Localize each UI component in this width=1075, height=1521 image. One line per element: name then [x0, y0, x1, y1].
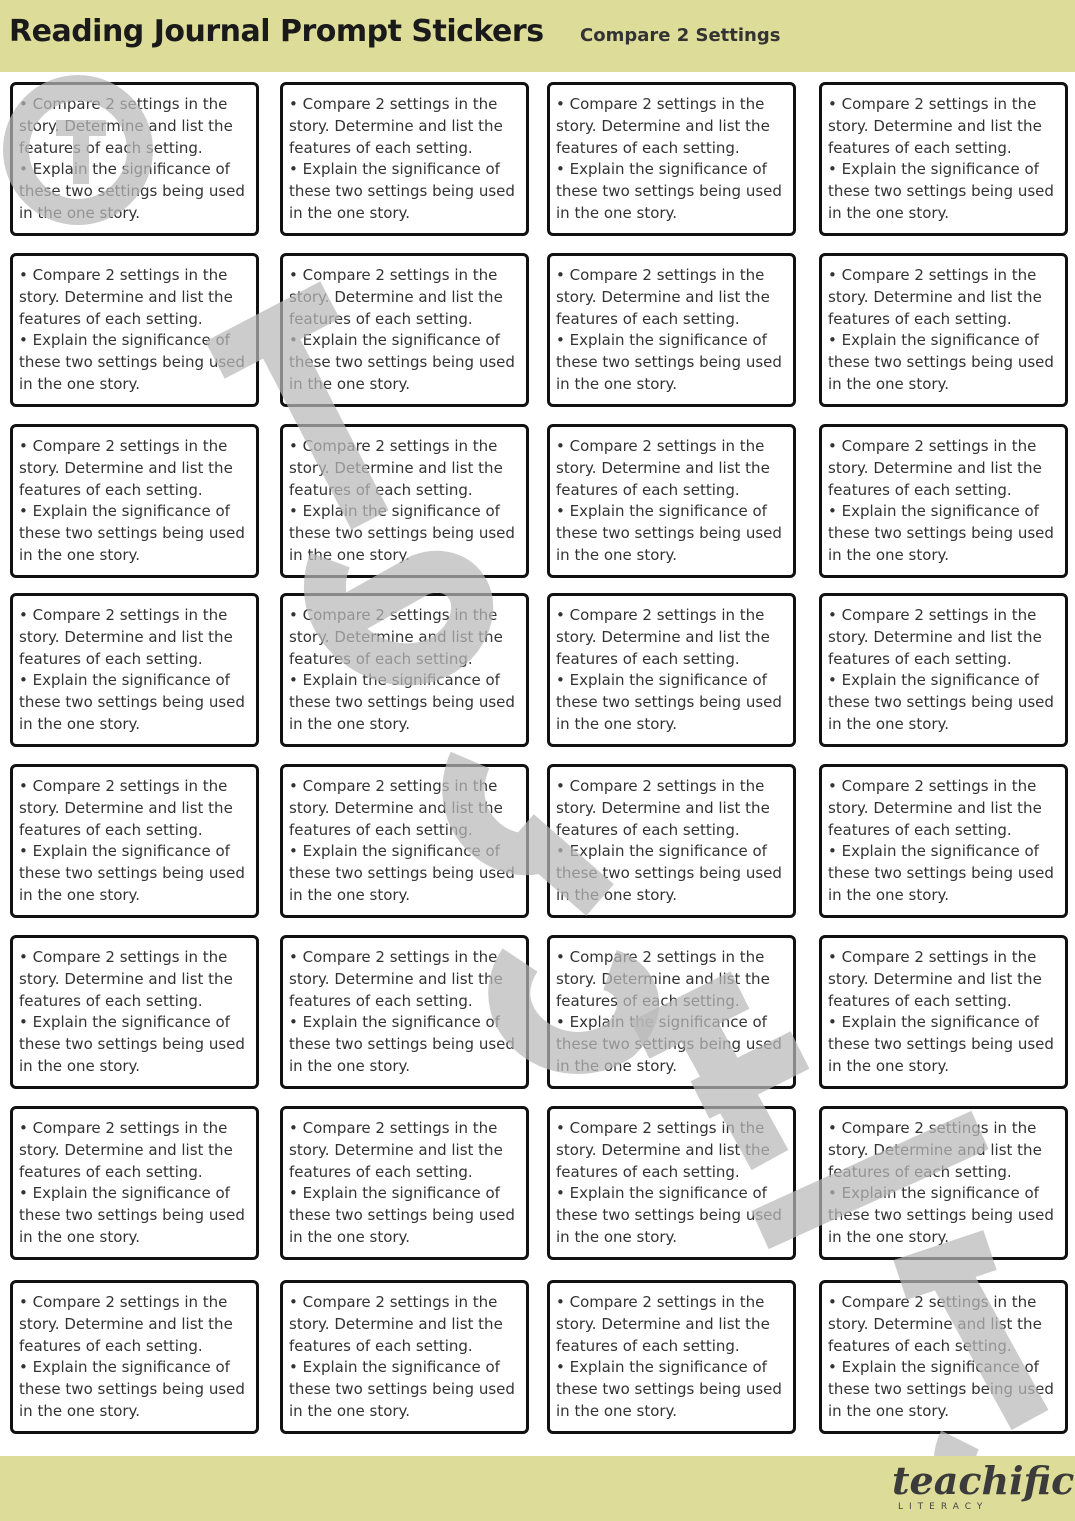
sticker-text: [828, 1118, 1060, 1249]
sticker-card: [819, 1280, 1068, 1434]
sticker-bullet-explain: • Explain the significance of these two settings being used in the one story.: [828, 671, 1054, 733]
sticker-bullet-compare: • Compare 2 settings in the story. Determine and list the features of each setting.: [828, 437, 1042, 499]
sticker-text: [556, 436, 788, 567]
sticker-text: [289, 947, 521, 1078]
sticker-text: [289, 94, 521, 225]
sticker-bullet-compare: • Compare 2 settings in the story. Determine and list the features of each setting.: [556, 1293, 770, 1355]
sticker-bullet-explain: • Explain the significance of these two settings being used in the one story.: [289, 1184, 515, 1246]
sticker-card: [547, 82, 796, 236]
sticker-text: [289, 436, 521, 567]
sticker-card: [819, 253, 1068, 407]
sticker-bullet-compare: • Compare 2 settings in the story. Determine and list the features of each setting.: [828, 1119, 1042, 1181]
sticker-card: [547, 253, 796, 407]
sticker-bullet-compare: • Compare 2 settings in the story. Determine and list the features of each setting.: [19, 777, 233, 839]
sticker-bullet-explain: • Explain the significance of these two settings being used in the one story.: [19, 1358, 245, 1420]
sticker-card: [280, 424, 529, 578]
sticker-text: [289, 1118, 521, 1249]
sticker-bullet-compare: • Compare 2 settings in the story. Determine and list the features of each setting.: [556, 437, 770, 499]
sticker-card: [547, 764, 796, 918]
sticker-bullet-explain: • Explain the significance of these two settings being used in the one story.: [289, 671, 515, 733]
sticker-bullet-compare: • Compare 2 settings in the story. Determine and list the features of each setting.: [556, 266, 770, 328]
sticker-text: [556, 1118, 788, 1249]
sticker-bullet-compare: • Compare 2 settings in the story. Determine and list the features of each setting.: [19, 95, 233, 157]
sticker-bullet-compare: • Compare 2 settings in the story. Determine and list the features of each setting.: [289, 777, 503, 839]
sticker-card: [547, 1106, 796, 1260]
sticker-bullet-compare: • Compare 2 settings in the story. Determine and list the features of each setting.: [828, 1293, 1042, 1355]
sticker-card: [280, 764, 529, 918]
sticker-card: [10, 764, 259, 918]
sticker-bullet-compare: • Compare 2 settings in the story. Determine and list the features of each setting.: [289, 606, 503, 668]
page-subtitle: Compare 2 Settings: [580, 25, 781, 46]
sticker-card: [819, 935, 1068, 1089]
sticker-text: [828, 776, 1060, 907]
sticker-bullet-compare: • Compare 2 settings in the story. Determine and list the features of each setting.: [19, 1293, 233, 1355]
sticker-card: [10, 935, 259, 1089]
sticker-text: [828, 605, 1060, 736]
sticker-text: [828, 436, 1060, 567]
sticker-bullet-explain: • Explain the significance of these two settings being used in the one story.: [828, 502, 1054, 564]
sticker-card: [280, 1280, 529, 1434]
sticker-card: [819, 593, 1068, 747]
sticker-text: [289, 265, 521, 396]
sticker-bullet-compare: • Compare 2 settings in the story. Determine and list the features of each setting.: [828, 606, 1042, 668]
sticker-text: [556, 776, 788, 907]
sticker-bullet-compare: • Compare 2 settings in the story. Determine and list the features of each setting.: [289, 437, 503, 499]
sticker-card: [10, 82, 259, 236]
sticker-card: [819, 1106, 1068, 1260]
sticker-text: [289, 776, 521, 907]
sticker-card: [10, 1280, 259, 1434]
sticker-bullet-compare: • Compare 2 settings in the story. Determine and list the features of each setting.: [19, 1119, 233, 1181]
sticker-text: [19, 1292, 251, 1423]
sticker-bullet-explain: • Explain the significance of these two settings being used in the one story.: [19, 671, 245, 733]
sticker-card: [280, 593, 529, 747]
sticker-bullet-explain: • Explain the significance of these two settings being used in the one story.: [289, 160, 515, 222]
sticker-card: [819, 764, 1068, 918]
sticker-card: [280, 935, 529, 1089]
sticker-bullet-compare: • Compare 2 settings in the story. Determine and list the features of each setting.: [19, 606, 233, 668]
sticker-text: [828, 94, 1060, 225]
sticker-bullet-compare: • Compare 2 settings in the story. Determine and list the features of each setting.: [19, 266, 233, 328]
sticker-text: [556, 1292, 788, 1423]
sticker-bullet-explain: • Explain the significance of these two settings being used in the one story.: [556, 160, 782, 222]
sticker-text: [19, 265, 251, 396]
sticker-text: [556, 265, 788, 396]
sticker-card: [280, 1106, 529, 1260]
sticker-bullet-explain: • Explain the significance of these two settings being used in the one story.: [289, 1013, 515, 1075]
sticker-card: [819, 424, 1068, 578]
teachific-logo-icon: teachific: [892, 1458, 1075, 1503]
sticker-bullet-compare: • Compare 2 settings in the story. Determine and list the features of each setting.: [289, 1119, 503, 1181]
sticker-bullet-explain: • Explain the significance of these two settings being used in the one story.: [828, 331, 1054, 393]
sticker-bullet-explain: • Explain the significance of these two settings being used in the one story.: [828, 1184, 1054, 1246]
sticker-text: [19, 947, 251, 1078]
sticker-bullet-compare: • Compare 2 settings in the story. Determine and list the features of each setting.: [828, 948, 1042, 1010]
sticker-text: [828, 265, 1060, 396]
sticker-text: [19, 1118, 251, 1249]
sticker-bullet-compare: • Compare 2 settings in the story. Determine and list the features of each setting.: [556, 606, 770, 668]
sticker-text: [19, 94, 251, 225]
sticker-bullet-compare: • Compare 2 settings in the story. Determine and list the features of each setting.: [556, 948, 770, 1010]
sticker-bullet-explain: • Explain the significance of these two settings being used in the one story.: [828, 1013, 1054, 1075]
sticker-card: [547, 1280, 796, 1434]
sticker-text: [289, 1292, 521, 1423]
page-title: Reading Journal Prompt Stickers: [9, 14, 544, 49]
sticker-card: [819, 82, 1068, 236]
sticker-bullet-explain: • Explain the significance of these two settings being used in the one story.: [19, 331, 245, 393]
sticker-bullet-explain: • Explain the significance of these two settings being used in the one story.: [289, 331, 515, 393]
sticker-text: [289, 605, 521, 736]
sticker-bullet-compare: • Compare 2 settings in the story. Determine and list the features of each setting.: [289, 95, 503, 157]
sticker-bullet-explain: • Explain the significance of these two settings being used in the one story.: [556, 671, 782, 733]
sticker-bullet-compare: • Compare 2 settings in the story. Determine and list the features of each setting.: [289, 266, 503, 328]
header-band: [0, 0, 1075, 72]
sticker-bullet-compare: • Compare 2 settings in the story. Determine and list the features of each setting.: [556, 777, 770, 839]
sticker-text: [556, 947, 788, 1078]
sticker-bullet-explain: • Explain the significance of these two settings being used in the one story.: [828, 842, 1054, 904]
sticker-card: [280, 253, 529, 407]
sticker-bullet-explain: • Explain the significance of these two settings being used in the one story.: [556, 1358, 782, 1420]
sticker-card: [10, 253, 259, 407]
sticker-bullet-explain: • Explain the significance of these two settings being used in the one story.: [19, 842, 245, 904]
sticker-text: [19, 776, 251, 907]
sticker-bullet-compare: • Compare 2 settings in the story. Determine and list the features of each setting.: [828, 266, 1042, 328]
sticker-bullet-explain: • Explain the significance of these two settings being used in the one story.: [556, 331, 782, 393]
sticker-bullet-compare: • Compare 2 settings in the story. Determine and list the features of each setting.: [556, 95, 770, 157]
sticker-bullet-explain: • Explain the significance of these two settings being used in the one story.: [556, 1184, 782, 1246]
sticker-bullet-compare: • Compare 2 settings in the story. Determine and list the features of each setting.: [19, 437, 233, 499]
sticker-bullet-compare: • Compare 2 settings in the story. Determine and list the features of each setting.: [289, 1293, 503, 1355]
sticker-bullet-explain: • Explain the significance of these two settings being used in the one story.: [19, 160, 245, 222]
sticker-card: [547, 424, 796, 578]
sticker-bullet-explain: • Explain the significance of these two settings being used in the one story.: [828, 1358, 1054, 1420]
sticker-text: [19, 605, 251, 736]
sticker-bullet-compare: • Compare 2 settings in the story. Determine and list the features of each setting.: [19, 948, 233, 1010]
sticker-text: [828, 947, 1060, 1078]
sticker-card: [10, 1106, 259, 1260]
sticker-bullet-explain: • Explain the significance of these two settings being used in the one story.: [19, 502, 245, 564]
sticker-bullet-compare: • Compare 2 settings in the story. Determine and list the features of each setting.: [828, 95, 1042, 157]
sticker-bullet-explain: • Explain the significance of these two settings being used in the one story.: [556, 842, 782, 904]
sticker-bullet-explain: • Explain the significance of these two settings being used in the one story.: [556, 1013, 782, 1075]
sticker-text: [556, 605, 788, 736]
sticker-bullet-compare: • Compare 2 settings in the story. Determine and list the features of each setting.: [556, 1119, 770, 1181]
sticker-bullet-compare: • Compare 2 settings in the story. Determine and list the features of each setting.: [828, 777, 1042, 839]
sticker-card: [547, 593, 796, 747]
sticker-grid: [10, 82, 1074, 1440]
sticker-bullet-explain: • Explain the significance of these two settings being used in the one story.: [19, 1013, 245, 1075]
sticker-text: [828, 1292, 1060, 1423]
sticker-bullet-explain: • Explain the significance of these two settings being used in the one story.: [289, 502, 515, 564]
sticker-card: [280, 82, 529, 236]
sticker-bullet-compare: • Compare 2 settings in the story. Determine and list the features of each setting.: [289, 948, 503, 1010]
sticker-text: [556, 94, 788, 225]
sticker-card: [10, 424, 259, 578]
sticker-bullet-explain: • Explain the significance of these two settings being used in the one story.: [289, 1358, 515, 1420]
sticker-bullet-explain: • Explain the significance of these two settings being used in the one story.: [828, 160, 1054, 222]
sticker-bullet-explain: • Explain the significance of these two settings being used in the one story.: [556, 502, 782, 564]
sticker-card: [547, 935, 796, 1089]
sticker-bullet-explain: • Explain the significance of these two settings being used in the one story.: [19, 1184, 245, 1246]
sticker-text: [19, 436, 251, 567]
logo-subtitle: LITERACY: [898, 1502, 989, 1512]
sticker-bullet-explain: • Explain the significance of these two settings being used in the one story.: [289, 842, 515, 904]
sticker-card: [10, 593, 259, 747]
